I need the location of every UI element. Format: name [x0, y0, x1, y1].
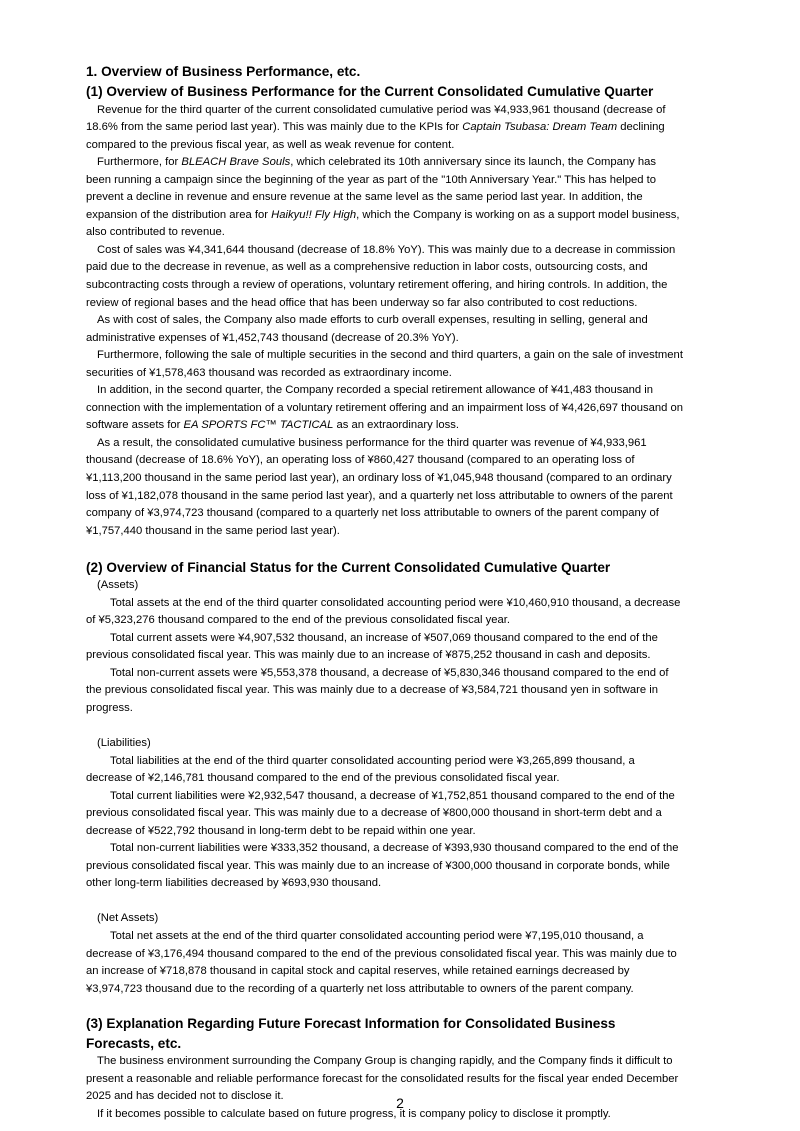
paragraph-noncurrent-assets: Total non-current assets were ¥5,553,378 thousand, a decrease of ¥5,830,346 thousand compared to the end of the previous consolidated fiscal year. This was mainly due to a decrease of ¥3,584,721 thousand yen in software in progress. — [86, 666, 669, 714]
paragraph-sga: As with cost of sales, the Company also made efforts to curb overall expenses, resulting in selling, general and administrative expenses of ¥1,452,743 thousand (decrease of 20.3% YoY). — [86, 314, 648, 344]
paragraph-forecast-policy: If it becomes possible to calculate based on future progress, it is company policy to disclose it promptly. — [97, 1107, 611, 1120]
paragraph-extraordinary-loss: In addition, in the second quarter, the Company recorded a special retirement allowance of ¥41,483 thousand in connection with the implementation of a voluntary retirement offering and an impairment loss of ¥4,426,697 thousand on software assets for EA SPORTS FC™ TACTICAL as an extraordinary loss. — [86, 384, 684, 432]
paragraph-total-assets: Total assets at the end of the third quarter consolidated accounting period were ¥10,460,910 thousand, a decrease of ¥5,323,276 thousand compared to the end of the previous consolidated fiscal year. — [86, 596, 681, 627]
spacer — [86, 718, 684, 736]
subsection-title-business-performance: (1) Overview of Business Performance for the Current Consolidated Cumulative Quarter — [86, 84, 654, 99]
spacer — [86, 998, 684, 1014]
paragraph-noncurrent-liabilities: Total non-current liabilities were ¥333,352 thousand, a decrease of ¥393,930 thousand compared to the end of the previous consolidated fiscal year. This was mainly due to an increase of ¥300,000 thousand in corporate bonds, while other long-term liabilities decreased by ¥693,930 thousand. — [86, 842, 679, 890]
paragraph-cost-of-sales: Cost of sales was ¥4,341,644 thousand (decrease of 18.8% YoY). This was mainly due to a decrease in commission paid due to the decrease in revenue, as well as a comprehensive reduction in labor costs, outsourcing costs, and subcontracting costs through a review of operations, voluntary retirement offering, and hiring controls. In addition, the review of regional bases and the head office that has been underway so far also contributed to cost reductions. — [86, 243, 676, 309]
label-liabilities: (Liabilities) — [97, 737, 151, 750]
title-haikyu: Haikyu!! Fly High — [271, 208, 357, 221]
paragraph-total-liabilities: Total liabilities at the end of the third quarter consolidated accounting period were ¥3,265,899 thousand, a decrease of ¥2,146,781 thousand compared to the end of the previous consolidated fiscal year. — [86, 754, 635, 785]
paragraph-result-summary: As a result, the consolidated cumulative business performance for the third quarter was revenue of ¥4,933,961 thousand (decrease of 18.6% YoY), an operating loss of ¥860,427 thousand (compared to an operating loss of ¥1,113,200 thousand in the same period last year), an ordinary loss of ¥1,045,948 thousand (compared to an ordinary loss of ¥1,182,078 thousand in the same period last year), and a quarterly net loss attributable to owners of the parent company of ¥3,974,723 thousand (compared to a quarterly net loss attributable to owners of the parent company of ¥1,757,440 thousand in the same period last year). — [86, 436, 673, 537]
paragraph-securities-gain: Furthermore, following the sale of multiple securities in the second and third quarters, a gain on the sale of investment securities of ¥1,578,463 thousand was recorded as extraordinary income. — [86, 349, 683, 379]
paragraph-current-liabilities: Total current liabilities were ¥2,932,547 thousand, a decrease of ¥1,752,851 thousand compared to the end of the previous consolidated fiscal year. This was mainly due to a decrease of ¥800,000 thousand in short-term debt and a decrease of ¥522,792 thousand in long-term debt to be repaid within one year. — [86, 789, 675, 837]
page-number: 2 — [396, 1095, 404, 1111]
spacer — [86, 540, 684, 558]
paragraph-revenue: Revenue for the third quarter of the current consolidated cumulative period was ¥4,933,961 thousand (decrease of 18.6% from the same period last year). This was mainly due to the KPIs for Captain Tsubasa: Dream Team declining compared to the previous fiscal year, as well as weak revenue for content. — [86, 103, 666, 151]
title-bleach-brave-souls: BLEACH Brave Souls — [181, 156, 291, 169]
paragraph-net-assets: Total net assets at the end of the third quarter consolidated accounting period were ¥7,195,010 thousand, a decrease of ¥3,176,494 thousand compared to the end of the previous consolidated fiscal year. This was mainly due to an increase of ¥718,878 thousand in capital stock and capital reserves, while retained earnings decreased by ¥3,974,723 thousand due to the recording of a quarterly net loss attributable to owners of the parent company. — [86, 930, 677, 995]
subsection-title-forecast: (3) Explanation Regarding Future Forecast Information for Consolidated Business Forecasts, etc. — [86, 1016, 616, 1051]
title-captain-tsubasa: Captain Tsubasa: Dream Team — [462, 121, 618, 134]
title-ea-sports-fc: EA SPORTS FC™ TACTICAL — [183, 419, 334, 432]
label-net-assets: (Net Assets) — [97, 912, 159, 925]
section-title: 1. Overview of Business Performance, etc. — [86, 64, 361, 79]
spacer — [86, 893, 684, 911]
paragraph-forecast-environment: The business environment surrounding the Company Group is changing rapidly, and the Company finds it difficult to present a reasonable and reliable performance forecast for the consolidated results for the fiscal year ended December 2025 and has decided not to disclose it. — [86, 1055, 679, 1103]
label-assets: (Assets) — [97, 579, 139, 592]
paragraph-bleach: Furthermore, for BLEACH Brave Souls, which celebrated its 10th anniversary since its launch, the Company has been running a campaign since the beginning of the year as part of the "10th Anniversary Year." This has helped to prevent a decline in revenue and ensure revenue at the same level as the same period last year. In addition, the expansion of the distribution area for Haikyu!! Fly High, which the Company is working on as a support model business, also contributed to revenue. — [86, 156, 680, 239]
document-page — [86, 63, 684, 1123]
subsection-title-financial-status: (2) Overview of Financial Status for the Current Consolidated Cumulative Quarter — [86, 559, 611, 575]
paragraph-current-assets: Total current assets were ¥4,907,532 thousand, an increase of ¥507,069 thousand compared to the end of the previous consolidated fiscal year. This was mainly due to an increase of ¥875,252 thousand in cash and deposits. — [86, 631, 658, 662]
